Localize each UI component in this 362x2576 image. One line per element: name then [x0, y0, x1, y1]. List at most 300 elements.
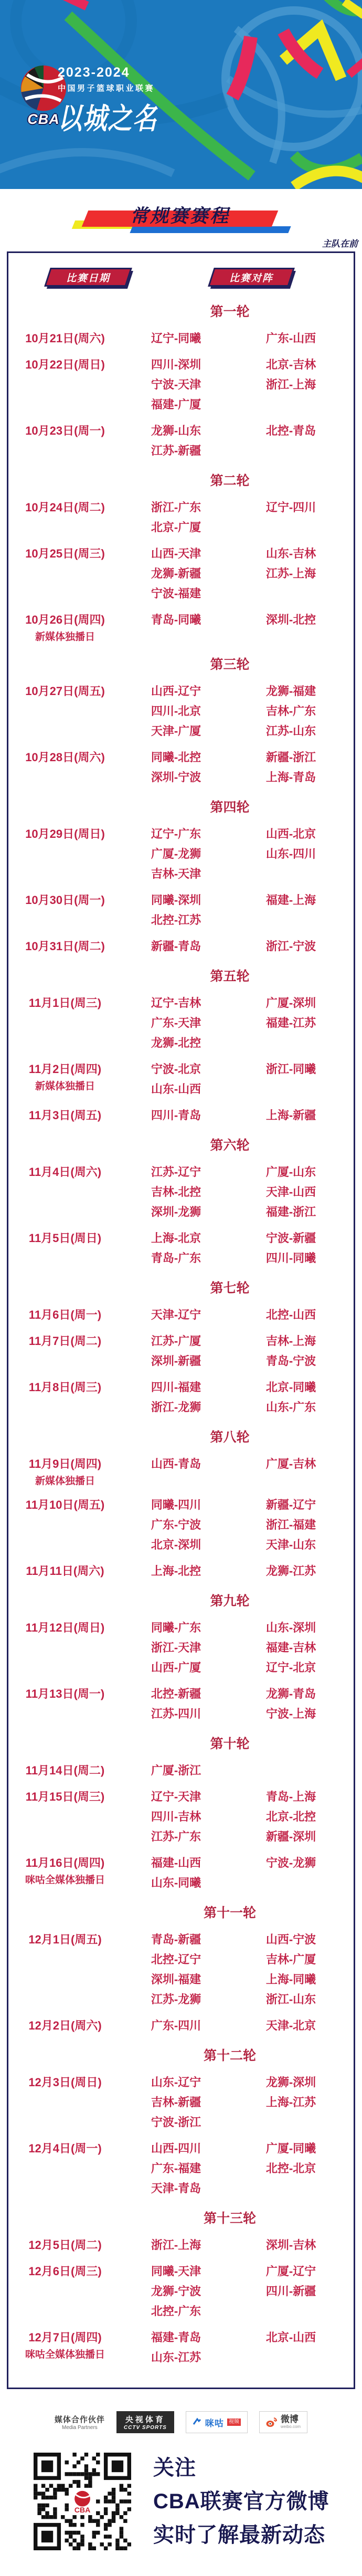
matchup: 吉林-天津 [151, 867, 201, 880]
matchup-column-left [119, 1495, 233, 1555]
matchup: 山西-天津 [151, 547, 201, 560]
match-date [12, 1853, 119, 1893]
matchup: 龙狮-深圳 [265, 2076, 316, 2089]
matchup: 山西-辽宁 [151, 685, 201, 698]
schedule-day-row [8, 610, 354, 645]
matchup: 天津-青岛 [151, 2182, 201, 2195]
broadcast-note: 咪咕全媒体独播日 [25, 2349, 105, 2360]
round-title: 第一轮 [210, 304, 250, 319]
column-header-match-label: 比赛对阵 [229, 272, 273, 284]
matchup: 北控-辽宁 [151, 1953, 201, 1966]
matchup: 山西-广厦 [151, 1661, 201, 1674]
match-date [12, 1378, 119, 1417]
schedule-day-row [8, 2235, 354, 2255]
matchup: 同曦-深圳 [151, 893, 201, 907]
footer [0, 2411, 362, 2552]
schedule-day-row [8, 1228, 354, 1268]
match-date-label: 11月12日(周日) [25, 1621, 105, 1634]
matchup-column-left [119, 544, 233, 604]
matchup: 龙狮-福建 [265, 685, 316, 698]
matchup: 福建-上海 [265, 893, 316, 907]
match-date [12, 1106, 119, 1126]
round-title: 第二轮 [210, 474, 250, 488]
match-date [12, 2073, 119, 2132]
matchup-column-right [233, 1106, 348, 1126]
match-date-label: 10月30日(周一) [25, 893, 105, 907]
matchup-empty [233, 1873, 348, 1893]
matchup: 北京-广厦 [151, 521, 201, 534]
matchup: 深圳-新疆 [151, 1354, 201, 1368]
match-date [12, 2235, 119, 2255]
match-date [12, 993, 119, 1053]
match-date [12, 2328, 119, 2368]
matchup-column-right [233, 421, 348, 461]
matchup: 浙江-上海 [265, 378, 316, 391]
matchup: 江苏-四川 [151, 1707, 201, 1720]
matchup: 辽宁-广东 [151, 827, 201, 840]
matchup-column-left [119, 1305, 233, 1325]
schedule-day-row [8, 681, 354, 741]
migu-video-logo: 咪咕 视频 [186, 2411, 248, 2433]
matchup-column-left [119, 993, 233, 1053]
matchup: 江苏-辽宁 [151, 1165, 201, 1179]
match-date [12, 329, 119, 349]
matchup: 浙江-福建 [265, 1518, 316, 1531]
match-date [12, 498, 119, 538]
matchup: 天津-北京 [265, 2019, 316, 2032]
page-title: 常规赛赛程 [130, 206, 230, 226]
matchup-column-left [119, 1761, 233, 1781]
matchup: 青岛-宁波 [265, 1354, 316, 1368]
match-date [12, 824, 119, 884]
matchup: 江苏-龙狮 [151, 1993, 201, 2006]
schedule-day-row [8, 1787, 354, 1847]
follow-line-2: CBA联赛官方微博 [153, 2490, 329, 2513]
matchup: 上海-新疆 [265, 1109, 316, 1122]
matchup-column-left [119, 1228, 233, 1268]
matchup-column-right [233, 498, 348, 538]
matchup-column-left [119, 1853, 233, 1893]
matchup: 江苏-广东 [151, 1830, 201, 1843]
match-date-label: 11月13日(周一) [25, 1687, 105, 1700]
follow-text [153, 2451, 329, 2552]
match-date [12, 544, 119, 604]
matchup: 青岛-上海 [265, 1790, 316, 1803]
matchup: 广厦-龙狮 [151, 847, 201, 860]
match-date [12, 890, 119, 930]
matchup-column-right [233, 1378, 348, 1417]
matchup: 四川-吉林 [151, 1810, 201, 1823]
matchup-column-left [119, 2139, 233, 2199]
matchup: 深圳-龙狮 [151, 1205, 201, 1218]
round-title: 第五轮 [210, 969, 250, 984]
matchup-empty [233, 518, 348, 538]
column-header-date-label: 比赛日期 [66, 272, 110, 284]
matchup: 四川-新疆 [265, 2285, 316, 2298]
schedule-day-row [8, 1331, 354, 1371]
match-date-label: 12月5日(周二) [28, 2238, 102, 2252]
schedule-day-row [8, 1378, 354, 1417]
matchup: 福建-江苏 [265, 1016, 316, 1029]
matchup-column-left [119, 355, 233, 415]
matchup-column-right [233, 2328, 348, 2368]
round-title: 第十二轮 [203, 2048, 256, 2063]
matchup-column-left [119, 2016, 233, 2036]
matchup: 天津-山东 [265, 1538, 316, 1551]
match-date-label: 11月3日(周五) [28, 1109, 102, 1122]
matchup-column-left [119, 610, 233, 645]
matchup: 宁波-天津 [151, 378, 201, 391]
matchup: 山东-深圳 [265, 1621, 316, 1634]
match-date [12, 1761, 119, 1781]
matchup: 广东-山西 [265, 332, 316, 345]
matchup: 宁波-北京 [151, 1063, 201, 1076]
matchup: 四川-福建 [151, 1381, 201, 1394]
schedule-day-row [8, 329, 354, 349]
matchup: 山东-山西 [151, 1082, 201, 1096]
matchup-empty [233, 910, 348, 930]
schedule-day-row [8, 748, 354, 787]
match-date-label: 10月27日(周五) [25, 685, 105, 698]
matchup: 北京-吉林 [265, 358, 316, 371]
match-date-label: 11月5日(周日) [28, 1232, 102, 1245]
match-date [12, 421, 119, 461]
matchup-column-right [233, 2139, 348, 2199]
matchup: 新疆-青岛 [151, 940, 201, 953]
match-date [12, 1059, 119, 1099]
match-date [12, 1228, 119, 1268]
matchup-empty [233, 584, 348, 604]
matchup-column-left [119, 1684, 233, 1724]
matchup-column-left [119, 937, 233, 956]
matchup-column-right [233, 329, 348, 349]
match-date-label: 10月29日(周日) [25, 827, 105, 840]
matchup: 浙江-山东 [265, 1993, 316, 2006]
column-headers [8, 268, 354, 292]
broadcast-note: 咪咕全媒体独播日 [25, 1875, 105, 1886]
matchup: 天津-辽宁 [151, 1308, 201, 1321]
matchup: 江苏-山东 [265, 724, 316, 738]
matchup-column-left [119, 681, 233, 741]
schedule-day-row [8, 824, 354, 884]
matchup-column-left [119, 890, 233, 930]
home-team-note: 主队在前 [322, 239, 358, 249]
matchup: 深圳-吉林 [265, 2238, 316, 2252]
matchup-column-right [233, 824, 348, 884]
matchup: 龙狮-宁波 [151, 2285, 201, 2298]
match-date-label: 11月7日(周二) [28, 1334, 102, 1348]
match-date-label: 10月31日(周二) [25, 940, 105, 953]
matchup: 福建-山西 [151, 1856, 201, 1869]
matchup: 宁波-新疆 [265, 1232, 316, 1245]
matchup-column-left [119, 2262, 233, 2321]
matchup: 广东-福建 [151, 2162, 201, 2175]
matchup: 吉林-广东 [265, 705, 316, 718]
matchup: 上海-江苏 [265, 2096, 316, 2109]
match-date [12, 1561, 119, 1581]
matchup-column-right [233, 1228, 348, 1268]
match-date-label: 12月2日(周六) [28, 2019, 102, 2032]
matchup: 北京-北控 [265, 1810, 316, 1823]
matchup: 深圳-北控 [265, 613, 316, 626]
matchup: 浙江-上海 [151, 2238, 201, 2252]
schedule-day-row [8, 2139, 354, 2199]
matchup: 上海-青岛 [265, 771, 316, 784]
matchup-column-left [119, 748, 233, 787]
cctv-sports-logo: 央视体育 CCTV SPORTS [116, 2411, 174, 2433]
matchup: 宁波-福建 [151, 587, 201, 600]
schedule-day-row [8, 890, 354, 930]
match-date [12, 937, 119, 956]
matchup: 广东-四川 [151, 2019, 201, 2032]
matchup: 辽宁-北京 [265, 1661, 316, 1674]
schedule-day-row [8, 1162, 354, 1222]
column-header-date [44, 268, 132, 287]
matchup-column-right [233, 2262, 348, 2321]
matchup: 宁波-上海 [265, 1707, 316, 1720]
schedule-day-row [8, 2328, 354, 2368]
matchup: 江苏-广厦 [151, 1334, 201, 1348]
matchup: 广厦-吉林 [265, 1457, 316, 1470]
round-title: 第六轮 [210, 1138, 250, 1153]
matchup: 辽宁-吉林 [151, 996, 201, 1010]
matchup-column-right [233, 1930, 348, 2010]
round-title: 第四轮 [210, 800, 250, 815]
matchup-column-left [119, 824, 233, 884]
schedule-day-row [8, 421, 354, 461]
matchup: 福建-浙江 [265, 1205, 316, 1218]
match-date-label: 12月3日(周日) [28, 2076, 102, 2089]
matchup: 同曦-四川 [151, 1498, 201, 1511]
matchup-column-right [233, 1684, 348, 1724]
match-date-label: 10月23日(周一) [25, 424, 105, 437]
matchup: 北京-山西 [265, 2331, 316, 2344]
matchup: 山东-同曦 [151, 1876, 201, 1889]
schedule-day-row [8, 1106, 354, 1126]
schedule-day-row [8, 544, 354, 604]
season-label: 2023-2024 [58, 65, 130, 80]
matchup-column-left [119, 498, 233, 538]
matchup: 浙江-宁波 [265, 940, 316, 953]
qr-code [34, 2453, 131, 2550]
schedule-day-row [8, 1853, 354, 1893]
match-date-label: 11月11日(周六) [26, 1564, 104, 1578]
schedule-day-row [8, 1618, 354, 1678]
match-date-label: 11月10日(周五) [25, 1498, 105, 1511]
matchup-column-right [233, 1787, 348, 1847]
match-date [12, 610, 119, 645]
matchup-column-left [119, 1618, 233, 1678]
matchup: 山西-北京 [265, 827, 316, 840]
schedule-day-row [8, 1684, 354, 1724]
match-date-label: 10月21日(周六) [25, 332, 105, 345]
match-date [12, 1618, 119, 1678]
matchup-column-right [233, 1618, 348, 1678]
match-date [12, 1162, 119, 1222]
schedule-day-row [8, 1059, 354, 1099]
round-title: 第三轮 [210, 657, 250, 672]
match-date-label: 11月9日(周四) [28, 1457, 102, 1470]
matchup: 青岛-新疆 [151, 1933, 201, 1946]
matchup: 辽宁-同曦 [151, 332, 201, 345]
matchup: 北控-新疆 [151, 1687, 201, 1700]
matchup: 山西-四川 [151, 2142, 201, 2155]
matchup-column-right [233, 1162, 348, 1222]
matchup-empty [233, 2112, 348, 2132]
matchup: 北控-广东 [151, 2305, 201, 2318]
match-date-label: 12月6日(周三) [28, 2265, 102, 2278]
matchup: 深圳-宁波 [151, 771, 201, 784]
matchup-column-left [119, 1106, 233, 1126]
match-date [12, 2262, 119, 2321]
matchup: 宁波-浙江 [151, 2116, 201, 2129]
match-date-label: 11月8日(周三) [28, 1381, 102, 1394]
broadcast-note: 新媒体独播日 [35, 1081, 95, 1092]
matchup-column-right [233, 1059, 348, 1099]
matchup-column-left [119, 2073, 233, 2132]
matchup: 北控-江苏 [151, 913, 201, 927]
round-title: 第八轮 [210, 1430, 250, 1445]
matchup-empty [233, 1761, 348, 1781]
matchup: 北控-山西 [265, 1308, 316, 1321]
matchup-column-right [233, 2016, 348, 2036]
matchup-column-right [233, 1305, 348, 1325]
schedule-day-row [8, 993, 354, 1053]
matchup-empty [233, 2179, 348, 2199]
match-date-label: 11月16日(周四) [25, 1856, 105, 1869]
matchup: 上海-北控 [151, 1564, 201, 1578]
matchup: 四川-深圳 [151, 358, 201, 371]
matchup-column-right [233, 610, 348, 645]
matchup: 吉林-新疆 [151, 2096, 201, 2109]
schedule-day-row [8, 1761, 354, 1781]
schedule-day-row [8, 937, 354, 956]
matchup-column-left [119, 1930, 233, 2010]
matchup: 龙狮-江苏 [265, 1564, 316, 1578]
matchup-column-left [119, 2328, 233, 2368]
match-date-label: 10月22日(周日) [25, 358, 105, 371]
matchup: 深圳-福建 [151, 1973, 201, 1986]
broadcast-note: 新媒体独播日 [35, 632, 95, 643]
matchup: 同曦-北控 [151, 751, 201, 764]
matchup-column-right [233, 993, 348, 1053]
match-date-label: 10月24日(周二) [25, 501, 105, 514]
matchup: 江苏-上海 [265, 567, 316, 580]
matchup: 山西-宁波 [265, 1933, 316, 1946]
matchup: 浙江-龙狮 [151, 1401, 201, 1414]
matchup: 辽宁-天津 [151, 1790, 201, 1803]
match-date-label: 11月1日(周三) [28, 996, 102, 1010]
broadcast-note: 新媒体独播日 [35, 1476, 95, 1487]
schedule-day-row [8, 1305, 354, 1325]
matchup-column-right [233, 544, 348, 604]
match-date [12, 2016, 119, 2036]
matchup: 新疆-浙江 [265, 751, 316, 764]
matchup: 宁波-龙狮 [265, 1856, 316, 1869]
matchup: 天津-山西 [265, 1185, 316, 1198]
matchup: 浙江-天津 [151, 1641, 201, 1654]
matchup: 福建-广厦 [151, 398, 201, 411]
matchup: 龙狮-北控 [151, 1036, 201, 1049]
column-header-match [208, 268, 295, 287]
matchup: 新疆-辽宁 [265, 1498, 316, 1511]
matchup: 山东-江苏 [151, 2351, 201, 2364]
matchup-column-right [233, 1853, 348, 1893]
schedule-day-row [8, 355, 354, 415]
match-date [12, 1930, 119, 2010]
schedule-day-row [8, 2262, 354, 2321]
match-date-label: 11月14日(周二) [25, 1764, 105, 1777]
matchup: 天津-广厦 [151, 724, 201, 738]
matchup: 北京-同曦 [265, 1381, 316, 1394]
banner-text [58, 65, 179, 138]
matchup-column-right [233, 1761, 348, 1781]
matchup-column-right [233, 2073, 348, 2132]
matchup-column-right [233, 681, 348, 741]
match-date [12, 1684, 119, 1724]
slogan: 以城之名 [58, 102, 158, 135]
matchup-column-left [119, 329, 233, 349]
match-date [12, 681, 119, 741]
matchup: 山东-四川 [265, 847, 316, 860]
match-date [12, 355, 119, 415]
matchup: 龙狮-青岛 [265, 1687, 316, 1700]
matchup: 福建-青岛 [151, 2331, 201, 2344]
matchup: 浙江-同曦 [265, 1063, 316, 1076]
matchup-column-left [119, 1378, 233, 1417]
matchup-empty [233, 2348, 348, 2368]
matchup: 北控-北京 [265, 2162, 316, 2175]
matchup: 同曦-广东 [151, 1621, 201, 1634]
match-date-label: 10月26日(周四) [25, 613, 105, 626]
schedule-day-row [8, 1495, 354, 1555]
matchup: 吉林-北控 [151, 1185, 201, 1198]
match-date [12, 748, 119, 787]
match-date-label: 11月4日(周六) [28, 1165, 102, 1179]
round-title: 第七轮 [210, 1281, 250, 1296]
matchup: 辽宁-四川 [265, 501, 316, 514]
follow-line-3: 实时了解最新动态 [153, 2524, 325, 2547]
matchup-column-left [119, 1059, 233, 1099]
matchup: 北控-青岛 [265, 424, 316, 437]
matchup: 上海-同曦 [265, 1973, 316, 1986]
round-title: 第十轮 [210, 1737, 250, 1751]
schedule-day-row [8, 2073, 354, 2132]
matchup: 上海-北京 [151, 1232, 201, 1245]
matchup: 青岛-同曦 [151, 613, 201, 626]
matchup-column-right [233, 748, 348, 787]
matchup-column-right [233, 1561, 348, 1581]
matchup-column-left [119, 1162, 233, 1222]
follow-block [34, 2451, 362, 2552]
matchup-column-left [119, 2235, 233, 2255]
matchup: 山东-辽宁 [151, 2076, 201, 2089]
matchup-empty [233, 441, 348, 461]
matchup-column-left [119, 421, 233, 461]
schedule-day-row [8, 1930, 354, 2010]
match-date [12, 1331, 119, 1371]
matchup-empty [233, 2301, 348, 2321]
schedule-day-row [8, 1454, 354, 1489]
matchup: 吉林-广厦 [265, 1953, 316, 1966]
matchup-column-left [119, 1561, 233, 1581]
media-partners-row [0, 2411, 362, 2433]
rounds-container [8, 301, 354, 2368]
follow-line-1: 关注 [153, 2456, 196, 2479]
matchup: 广厦-浙江 [151, 1764, 201, 1777]
media-partners-label: 媒体合作伙伴 Media Partners [54, 2415, 105, 2431]
matchup: 青岛-广东 [151, 1252, 201, 1265]
